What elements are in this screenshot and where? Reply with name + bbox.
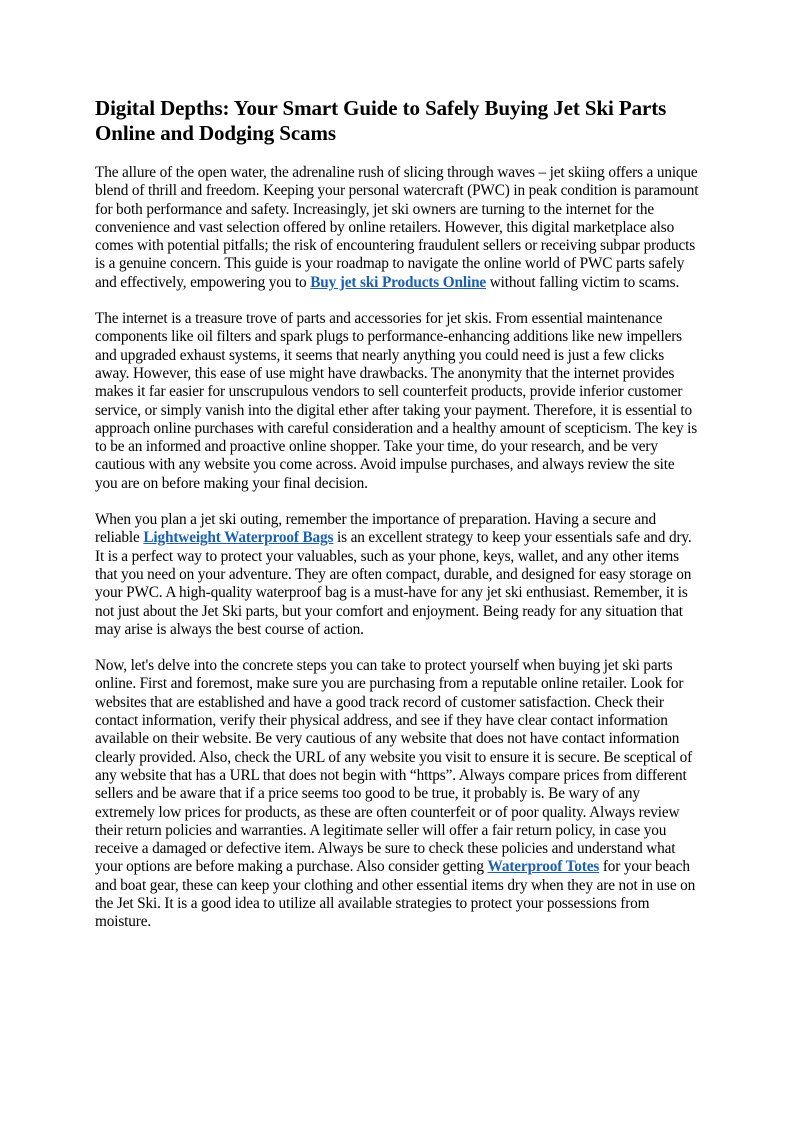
- buy-jet-ski-products-link[interactable]: Buy jet ski Products Online: [310, 273, 487, 291]
- paragraph-text: for your beach and boat gear, these can keep your clothing and other essential items dry when they are not in use on the Jet Ski. It is a good idea to utilize all available strategies to protect your possessions from moisture.: [95, 858, 696, 931]
- paragraph-text: without falling victim to scams.: [486, 273, 680, 291]
- lightweight-waterproof-bags-link[interactable]: Lightweight Waterproof Bags: [143, 529, 334, 547]
- paragraph-internet: The internet is a treasure trove of parts and accessories for jet skis. From essential maintenance components like oil filters and spark plugs to performance-enhancing additions like new impellers and upgraded exhaust systems, it seems that nearly anything you could need is just a few clicks away. However, this ease of use might have drawbacks. The anonymity that the internet provides makes it far easier for unscrupulous vendors to sell counterfeit products, provide inferior customer service, or simply vanish into the digital ether after taking your payment. Therefore, it is essential to approach online purchases with careful consideration and a healthy amount of scepticism. The key is to be an informed and proactive online shopper. Take your time, do your research, and be very cautious with any website you come across. Avoid impulse purchases, and always review the site you are on before making your final decision.: [95, 310, 698, 492]
- waterproof-totes-link[interactable]: Waterproof Totes: [487, 858, 600, 876]
- paragraph-intro: [95, 164, 700, 292]
- document-page: [95, 96, 700, 950]
- paragraph-text: Now, let's delve into the concrete steps you can take to protect yourself when buying jet ski parts online. First and foremost, make sure you are purchasing from a reputable online retailer. Look for websites that are established and have a good track record of customer satisfaction. Check their contact information, verify their physical address, and see if they have clear contact information available on their website. Be very cautious of any website that does not have contact information clearly provided. Also, check the URL of any website you visit to ensure it is secure. Be sceptical of any website that has a URL that does not begin with “https”. Always compare prices from different sellers and be aware that if a price seems too good to be true, it probably is. Be wary of any extremely low prices for products, as these are often counterfeit or of poor quality. Always review their return policies and warranties. A legitimate seller will offer a fair return policy, in case you receive a damaged or defective item. Always be sure to check these policies and understand what your options are before making a purchase. Also consider getting: [95, 657, 693, 876]
- paragraph-text: When you plan a jet ski outing, remember the importance of preparation. Having a secure and reliable: [95, 511, 657, 547]
- paragraph-preparation: [95, 511, 700, 639]
- paragraph-steps: [95, 657, 700, 931]
- paragraph-text: The allure of the open water, the adrenaline rush of slicing through waves – jet skiing offers a unique blend of thrill and freedom. Keeping your personal watercraft (PWC) in peak condition is paramount for both performance and safety. Increasingly, jet ski owners are turning to the internet for the convenience and vast selection offered by online retailers. However, this digital marketplace also comes with potential pitfalls; the risk of encountering fraudulent sellers or receiving subpar products is a genuine concern. This guide is your roadmap to navigate the online world of PWC parts safely and effectively, empowering you to: [95, 164, 699, 291]
- page-title: Digital Depths: Your Smart Guide to Safely Buying Jet Ski Parts Online and Dodging Scams: [95, 96, 667, 145]
- paragraph-text: is an excellent strategy to keep your essentials safe and dry. It is a perfect way to protect your valuables, such as your phone, keys, wallet, and any other items that you need on your adventure. They are often compact, durable, and designed for easy storage on your PWC. A high-quality waterproof bag is a must-have for any jet ski enthusiast. Remember, it is not just about the Jet Ski parts, but your comfort and enjoyment. Being ready for any situation that may arise is always the best course of action.: [95, 529, 692, 638]
